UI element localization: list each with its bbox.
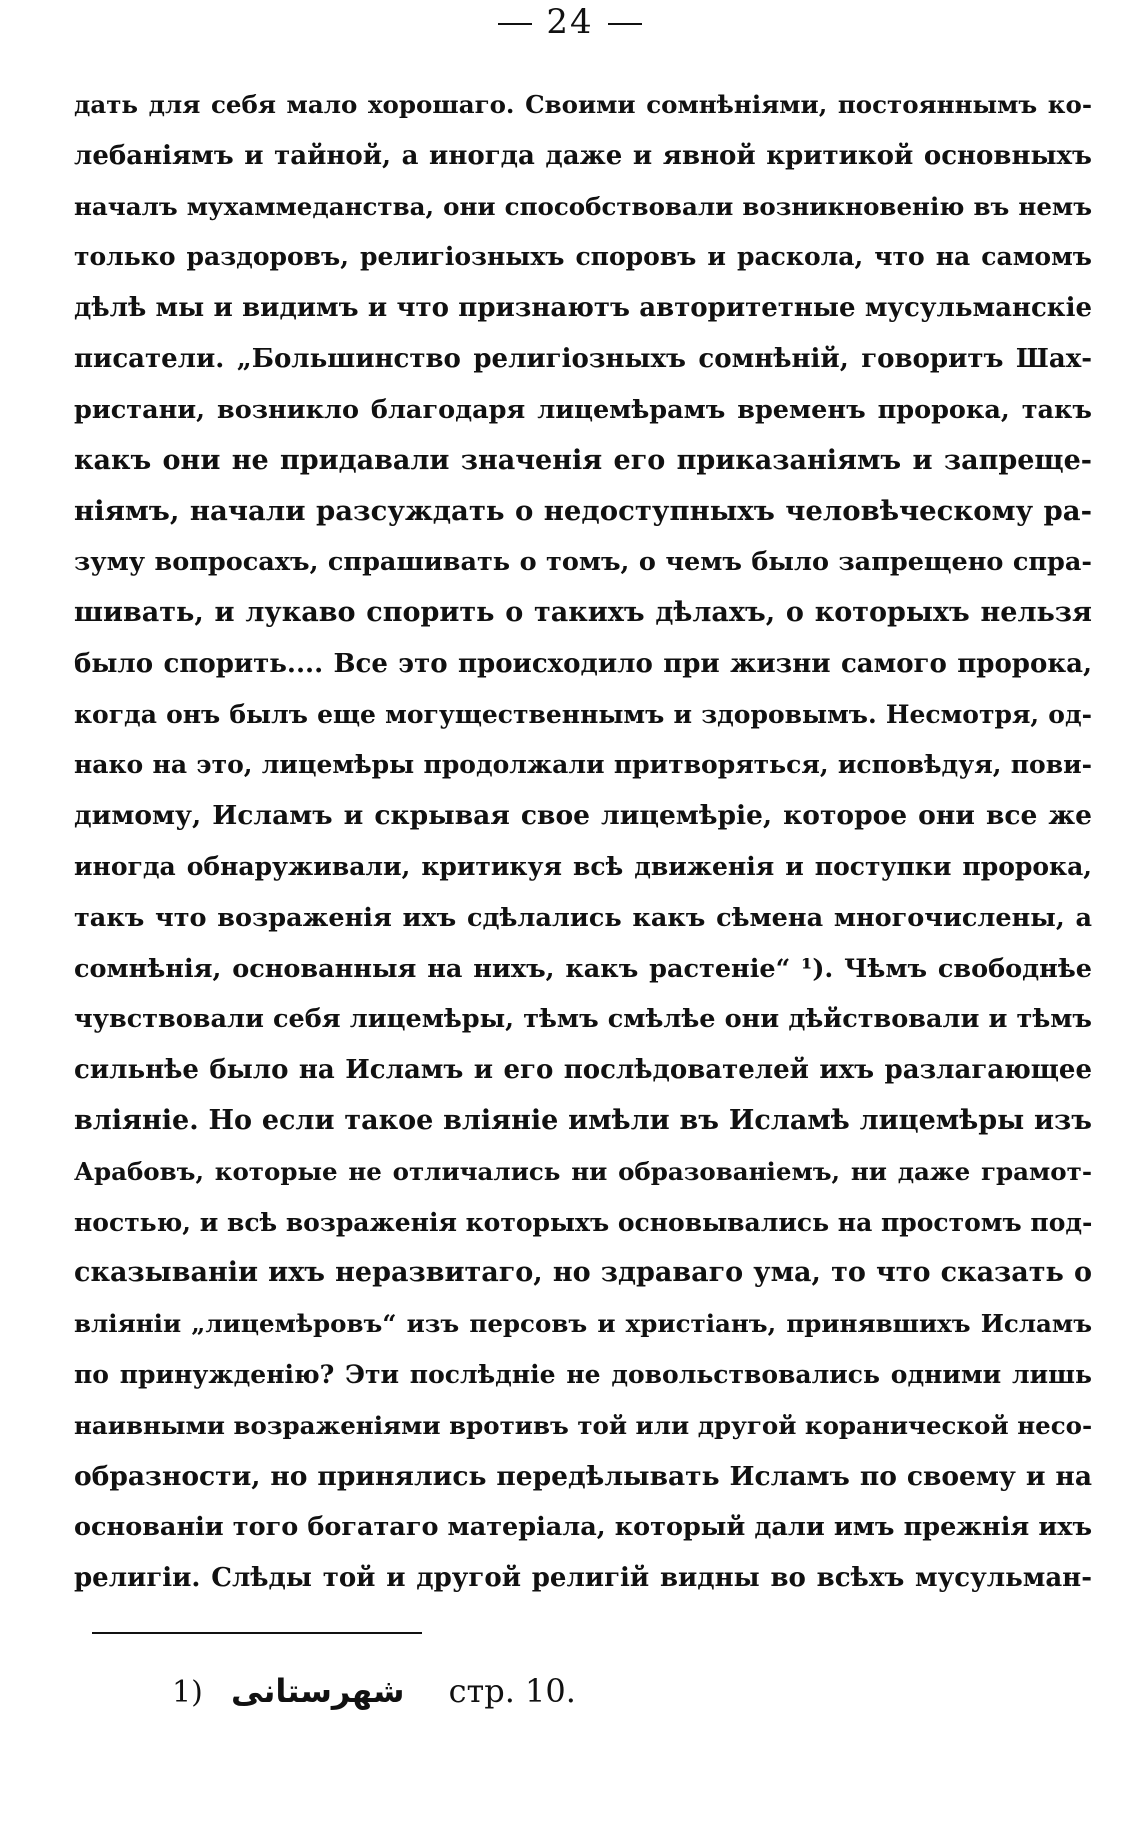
text-line: ностью, и всѣ возраженія которыхъ основывались на простомъ под- bbox=[74, 1207, 1092, 1237]
text-line: димому, Исламъ и скрывая свое лицемѣріе, которое они все же bbox=[74, 800, 1092, 832]
text-line: только раздоровъ, религіозныхъ споровъ и раскола, что на самомъ bbox=[74, 242, 1092, 272]
text-line: зуму вопросахъ, спрашивать о томъ, о чемъ было запрещено спра- bbox=[74, 547, 1092, 578]
text-line: Арабовъ, которые не отличались ни образованіемъ, ни даже грамот- bbox=[74, 1156, 1092, 1186]
text-line: сильнѣе было на Исламъ и его послѣдователей ихъ разлагающее bbox=[74, 1055, 1092, 1086]
text-line: сомнѣнія, основанныя на нихъ, какъ растеніе“ ¹). Чѣмъ свободнѣе bbox=[74, 953, 1092, 984]
page-number: 24 bbox=[546, 2, 594, 42]
text-line: такъ что возраженія ихъ сдѣлались какъ сѣмена многочислены, а bbox=[74, 902, 1092, 933]
text-line: ніямъ, начали разсуждать о недоступныхъ человѣческому ра- bbox=[74, 495, 1092, 528]
text-line: вліяніи „лицемѣровъ“ изъ персовъ и христіанъ, принявшихъ Исламъ bbox=[74, 1309, 1092, 1339]
text-line: чувствовали себя лицемѣры, тѣмъ смѣлѣе они дѣйствовали и тѣмъ bbox=[74, 1004, 1092, 1035]
text-line: наивными возраженіями вротивъ той или другой коранической несо- bbox=[74, 1410, 1092, 1440]
text-line: основаніи того богатаго матеріала, который дали имъ прежнія ихъ bbox=[74, 1512, 1092, 1543]
text-line: дѣлѣ мы и видимъ и что признаютъ авторитетные мусульманскіе bbox=[74, 293, 1092, 324]
text-line: когда онъ былъ еще могущественнымъ и здоровымъ. Несмотря, од- bbox=[74, 699, 1092, 729]
text-line: дать для себя мало хорошаго. Своими сомнѣніями, постояннымъ ко- bbox=[74, 90, 1092, 119]
text-line: сказываніи ихъ неразвитаго, но здраваго ума, то что сказать о bbox=[74, 1257, 1092, 1289]
text-line: началъ мухаммеданства, они способствовали возникновенію въ немъ bbox=[74, 191, 1092, 221]
text-line: нако на это, лицемѣры продолжали притворяться, исповѣдуя, пови- bbox=[74, 750, 1092, 780]
page-number-header bbox=[0, 2, 1140, 42]
text-line: по принужденію? Эти послѣдніе не довольствовались одними лишь bbox=[74, 1359, 1092, 1389]
footnote-marker: 1) bbox=[172, 1675, 203, 1710]
footnote-divider bbox=[92, 1632, 422, 1634]
text-line: иногда обнаруживали, критикуя всѣ движенія и поступки пророка, bbox=[74, 851, 1092, 881]
text-line: образности, но принялись передѣлывать Исламъ по своему и на bbox=[74, 1460, 1092, 1492]
text-line: ристани, возникло благодаря лицемѣрамъ временъ пророка, такъ bbox=[74, 394, 1092, 425]
text-line: писатели. „Большинство религіозныхъ сомнѣній, говоритъ Шах- bbox=[74, 343, 1092, 374]
right-dash bbox=[608, 23, 642, 25]
footnote bbox=[172, 1672, 576, 1710]
text-line: было спорить.... Все это происходило при жизни самого пророка, bbox=[74, 648, 1092, 679]
text-line: лебаніямъ и тайной, а иногда даже и явной критикой основныхъ bbox=[74, 140, 1092, 171]
text-line: религіи. Слѣды той и другой религій видны во всѣхъ мусульман- bbox=[74, 1563, 1092, 1594]
footnote-page-reference: стр. 10. bbox=[448, 1672, 576, 1710]
text-line: шивать, и лукаво спорить о такихъ дѣлахъ, о которыхъ нельзя bbox=[74, 596, 1092, 628]
body-text bbox=[74, 80, 1092, 1604]
text-line: вліяніе. Но если такое вліяніе имѣли въ Исламѣ лицемѣры изъ bbox=[74, 1104, 1092, 1136]
left-dash bbox=[498, 23, 532, 25]
text-line: какъ они не придавали значенія его приказаніямъ и запреще- bbox=[74, 444, 1092, 476]
footnote-arabic-name: شهرستانی bbox=[230, 1672, 405, 1710]
